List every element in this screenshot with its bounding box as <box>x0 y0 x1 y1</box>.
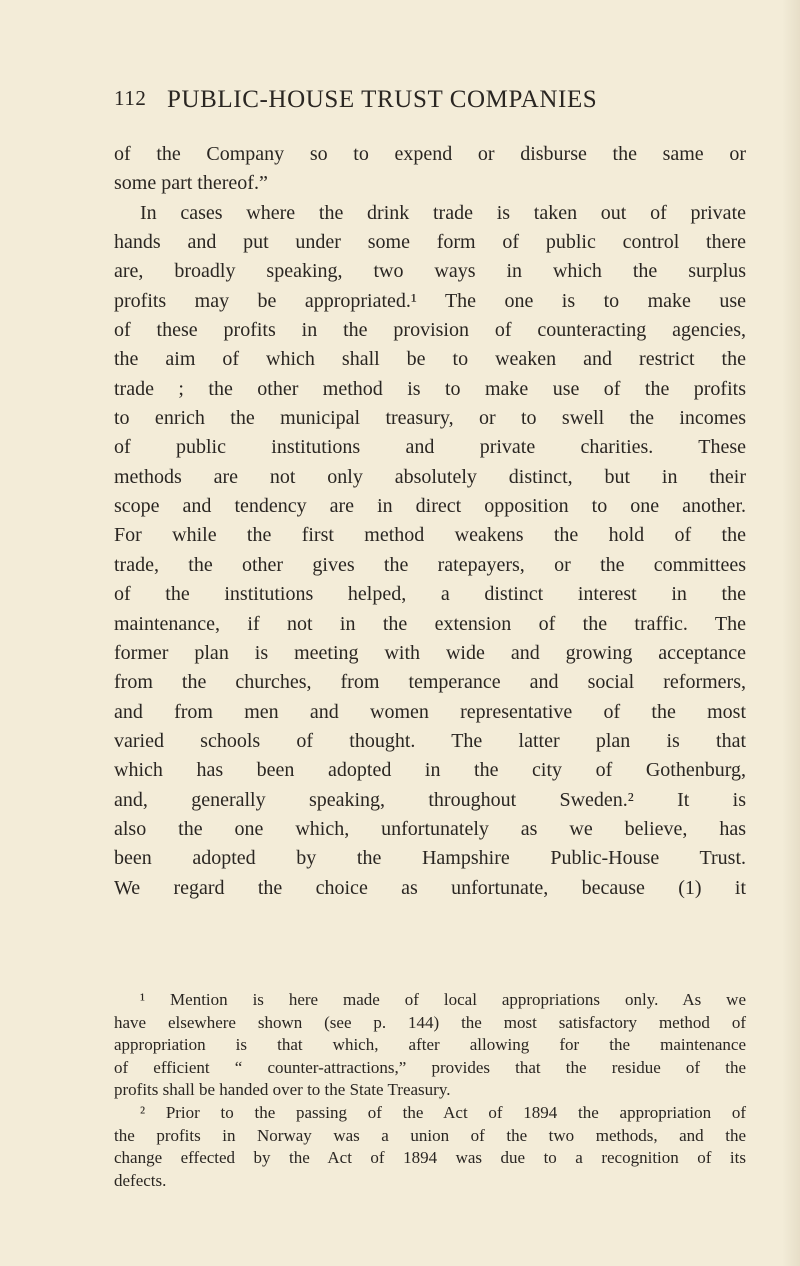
body-line: varied schools of thought. The latter plan is that <box>114 729 746 752</box>
body-line: trade, the other gives the ratepayers, or the committees <box>114 553 746 576</box>
body-line: trade ; the other method is to make use of the profits <box>114 377 746 400</box>
body-line: also the one which, unfortunately as we believe, has <box>114 817 746 840</box>
footnote-line: ² Prior to the passing of the Act of 1894 the appropriation of <box>140 1102 746 1122</box>
body-line: of the institutions helped, a distinct interest in the <box>114 583 746 606</box>
page-header <box>114 86 764 120</box>
body-line: been adopted by the Hampshire Public-House Trust. <box>114 847 746 870</box>
body-line: are, broadly speaking, two ways in which the surplus <box>114 260 746 283</box>
body-line: the aim of which shall be to weaken and restrict the <box>114 348 746 371</box>
footnote-line: the profits in Norway was a union of the two methods, and the <box>114 1125 746 1145</box>
body-line: some part thereof.” <box>114 172 268 195</box>
body-line: scope and tendency are in direct opposition to one another. <box>114 495 746 518</box>
footnotes <box>114 989 746 1192</box>
footnote-line: profits shall be handed over to the State Treasury. <box>114 1080 451 1100</box>
body-line: from the churches, from temperance and social reformers, <box>114 671 746 694</box>
body-line: We regard the choice as unfortunate, because (1) it <box>114 876 746 899</box>
body-line: of public institutions and private charities. These <box>114 436 746 459</box>
body-text <box>114 140 746 903</box>
body-line: to enrich the municipal treasury, or to swell the incomes <box>114 407 746 430</box>
body-line: In cases where the drink trade is taken out of private <box>140 201 746 224</box>
body-line: of the Company so to expend or disburse the same or <box>114 143 746 165</box>
footnote-line: defects. <box>114 1170 167 1190</box>
body-line: methods are not only absolutely distinct, but in their <box>114 465 746 488</box>
footnote-line: ¹ Mention is here made of local appropriations only. As we <box>140 990 746 1009</box>
footnote-line: of efficient “ counter-attractions,” provides that the residue of the <box>114 1057 746 1077</box>
body-line: and, generally speaking, throughout Sweden.² It is <box>114 788 746 811</box>
page-number: 112 <box>114 86 147 110</box>
footnote-line: appropriation is that which, after allowing for the maintenance <box>114 1035 746 1055</box>
body-line: profits may be appropriated.¹ The one is to make use <box>114 289 746 312</box>
body-line: hands and put under some form of public control there <box>114 231 746 254</box>
body-line: and from men and women representative of the most <box>114 700 746 723</box>
running-head: PUBLIC-HOUSE TRUST COMPANIES <box>167 86 598 113</box>
page-edge-shadow <box>782 0 800 1266</box>
body-line: of these profits in the provision of counteracting agencies, <box>114 319 746 342</box>
body-line: which has been adopted in the city of Gothenburg, <box>114 759 746 782</box>
footnote-line: have elsewhere shown (see p. 144) the most satisfactory method of <box>114 1012 746 1032</box>
body-line: former plan is meeting with wide and growing acceptance <box>114 641 746 664</box>
footnote-line: change effected by the Act of 1894 was due to a recognition of its <box>114 1148 746 1168</box>
body-line: maintenance, if not in the extension of the traffic. The <box>114 612 746 635</box>
body-line: For while the first method weakens the hold of the <box>114 524 746 547</box>
